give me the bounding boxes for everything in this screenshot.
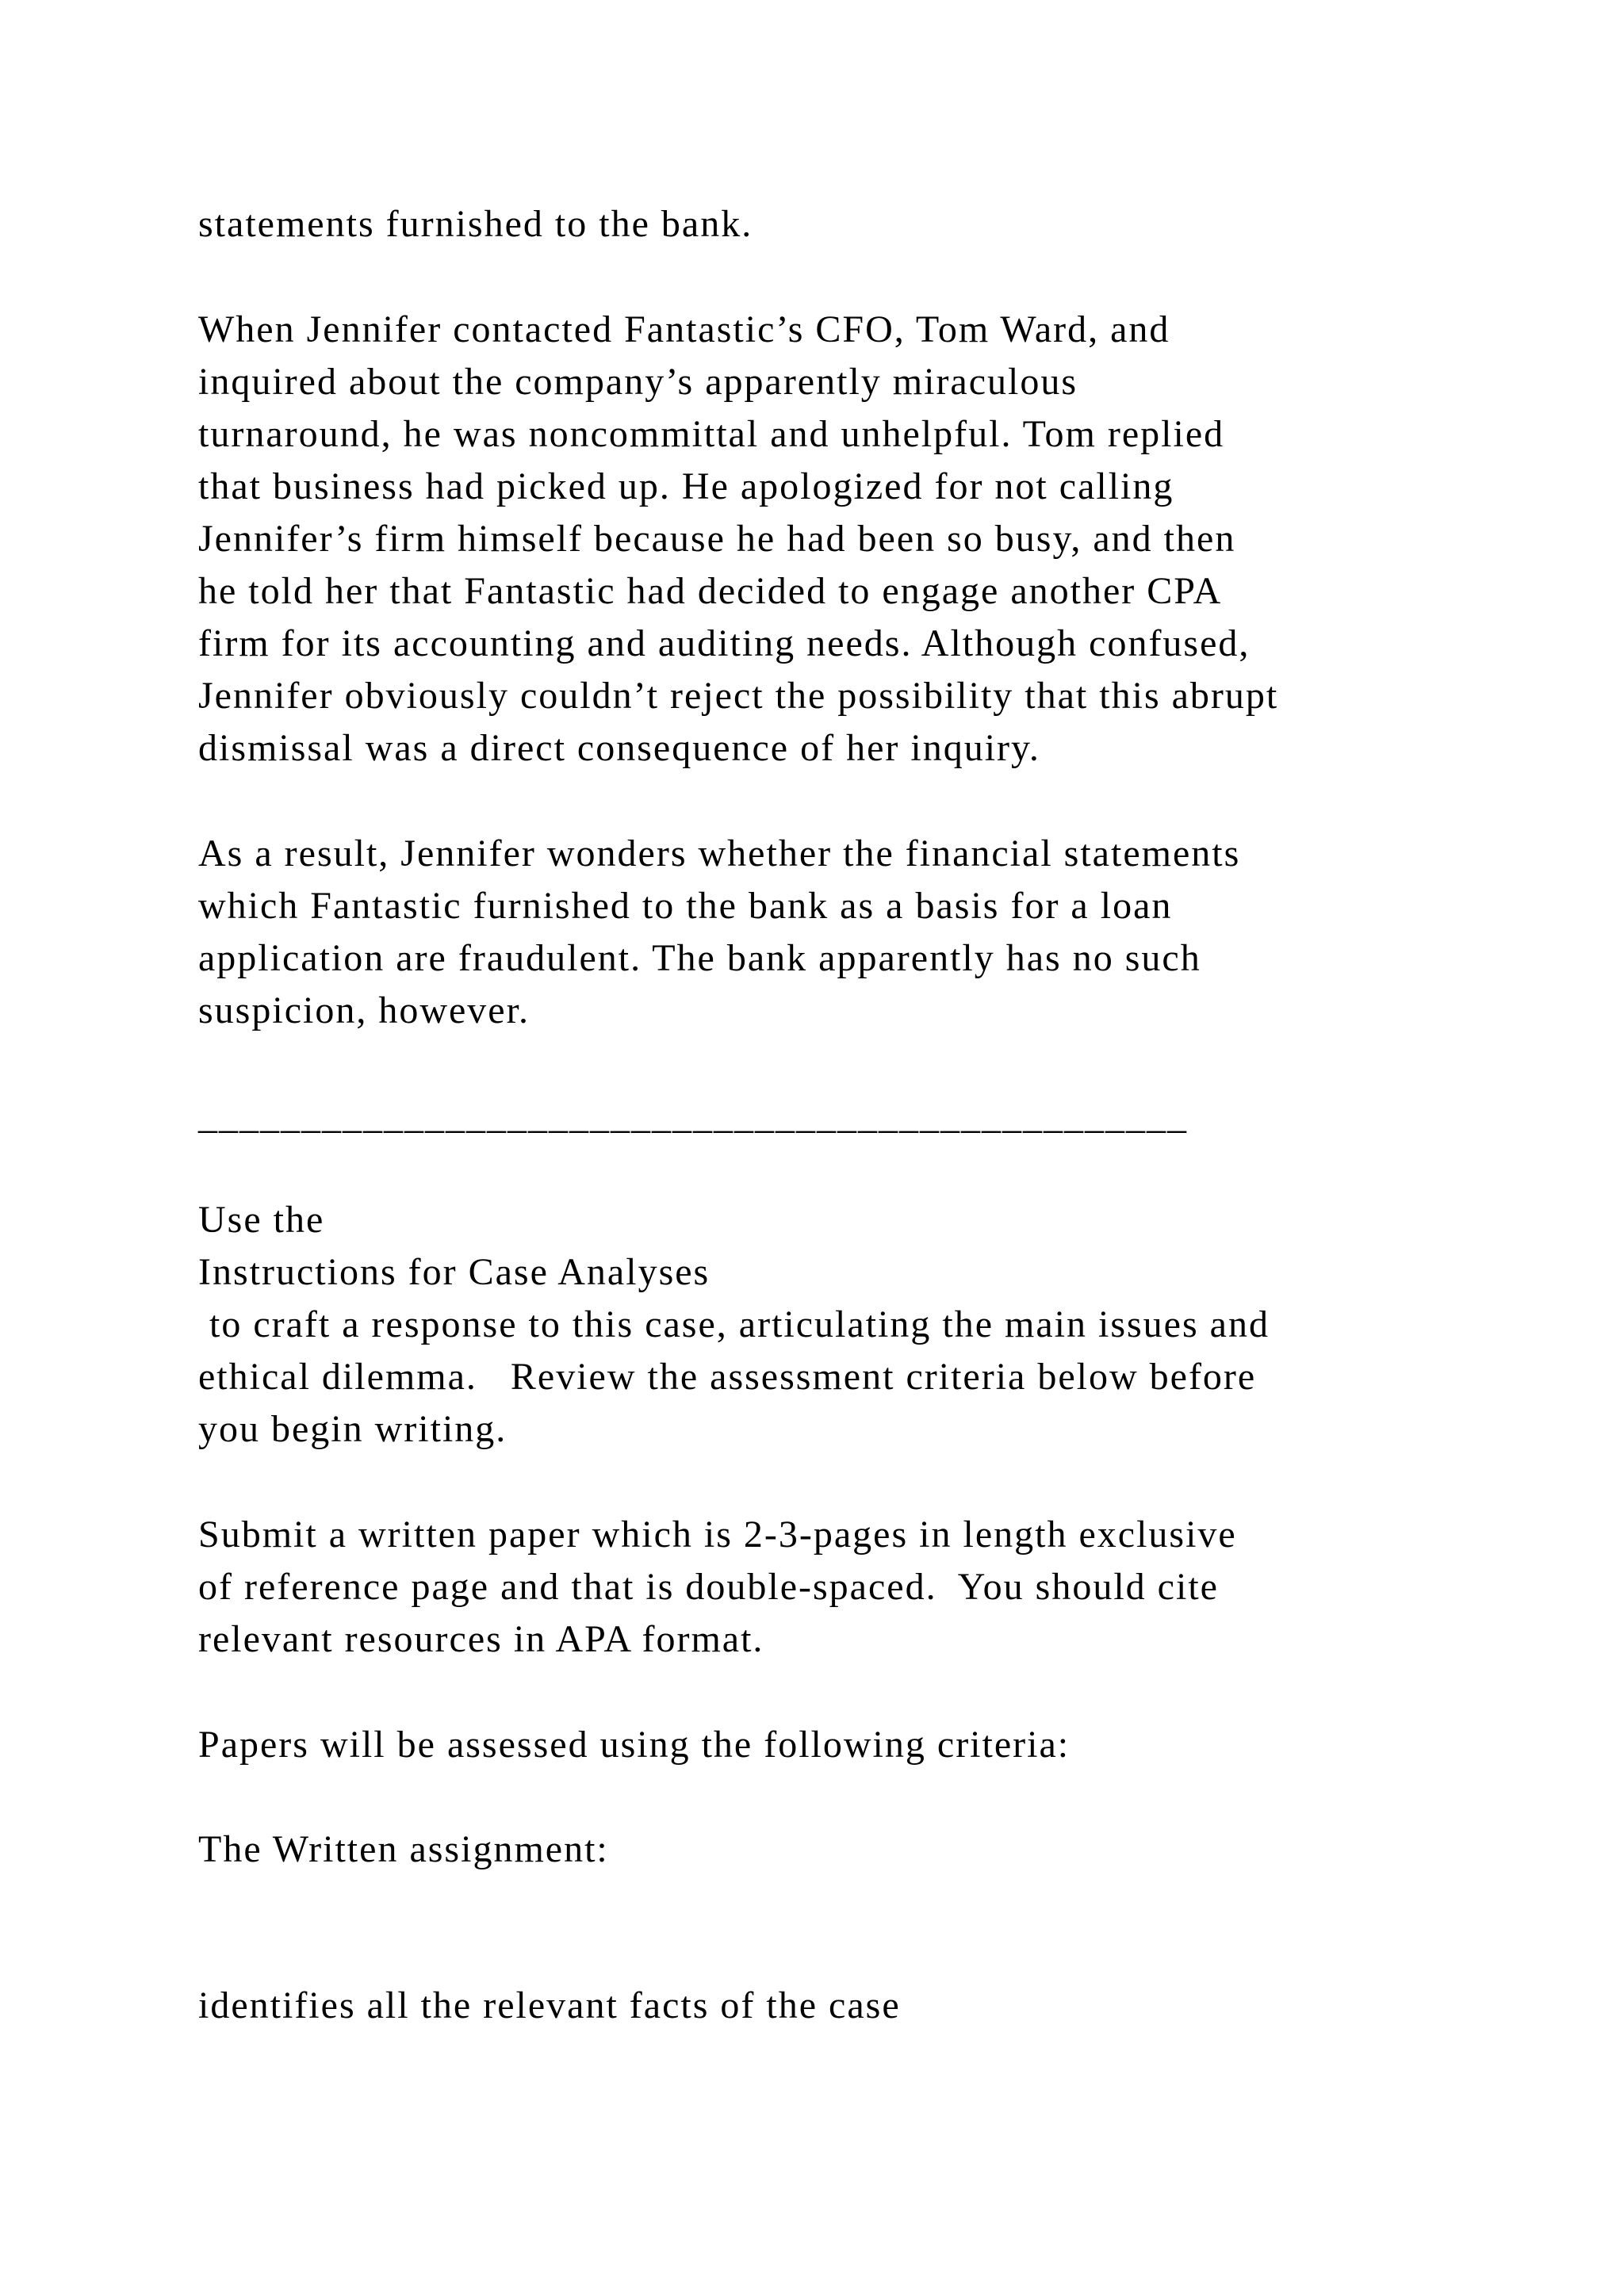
text-line: that business had picked up. He apologized for not calling — [198, 465, 1174, 507]
text-line: When Jennifer contacted Fantastic’s CFO, Tom Ward, and — [198, 308, 1170, 350]
text-line: suspicion, however. — [198, 989, 530, 1031]
text-line: Papers will be assessed using the following criteria: — [198, 1724, 1071, 1766]
text-line: inquired about the company’s apparently miraculous — [198, 361, 1078, 403]
text-line: Submit a written paper which is 2-3-pages in length exclusive — [198, 1513, 1237, 1556]
text-line: Instructions for Case Analyses — [198, 1251, 710, 1293]
text-line: you begin writing. — [198, 1408, 508, 1450]
text-line: to craft a response to this case, articulating the main issues and — [198, 1303, 1270, 1345]
text-line: The Written assignment: — [198, 1828, 609, 1870]
text-line: relevant resources in APA format. — [198, 1618, 764, 1660]
text-line: ethical dilemma. Review the assessment criteria below before — [198, 1356, 1257, 1398]
text-line: application are fraudulent. The bank apparently has no such — [198, 937, 1201, 979]
text-line: turnaround, he was noncommittal and unhelpful. Tom replied — [198, 413, 1225, 455]
text-line: Use the — [198, 1199, 325, 1241]
text-line: which Fantastic furnished to the bank as a basis for a loan — [198, 885, 1173, 927]
text-line: he told her that Fantastic had decided to engage another CPA — [198, 570, 1223, 612]
text-line: of reference page and that is double-spaced. You should cite — [198, 1566, 1219, 1608]
text-line: identifies all the relevant facts of the case — [198, 1984, 901, 2026]
text-line: dismissal was a direct consequence of her inquiry. — [198, 727, 1040, 769]
separator-line: ________________________________________________ — [198, 1095, 1188, 1137]
text-line: Jennifer’s firm himself because he had been so busy, and then — [198, 518, 1236, 560]
text-line: statements furnished to the bank. — [198, 203, 753, 245]
text-line: Jennifer obviously couldn’t reject the possibility that this abrupt — [198, 675, 1279, 717]
text-line: firm for its accounting and auditing needs. Although confused, — [198, 622, 1251, 664]
text-line: As a result, Jennifer wonders whether the financial statements — [198, 832, 1241, 874]
